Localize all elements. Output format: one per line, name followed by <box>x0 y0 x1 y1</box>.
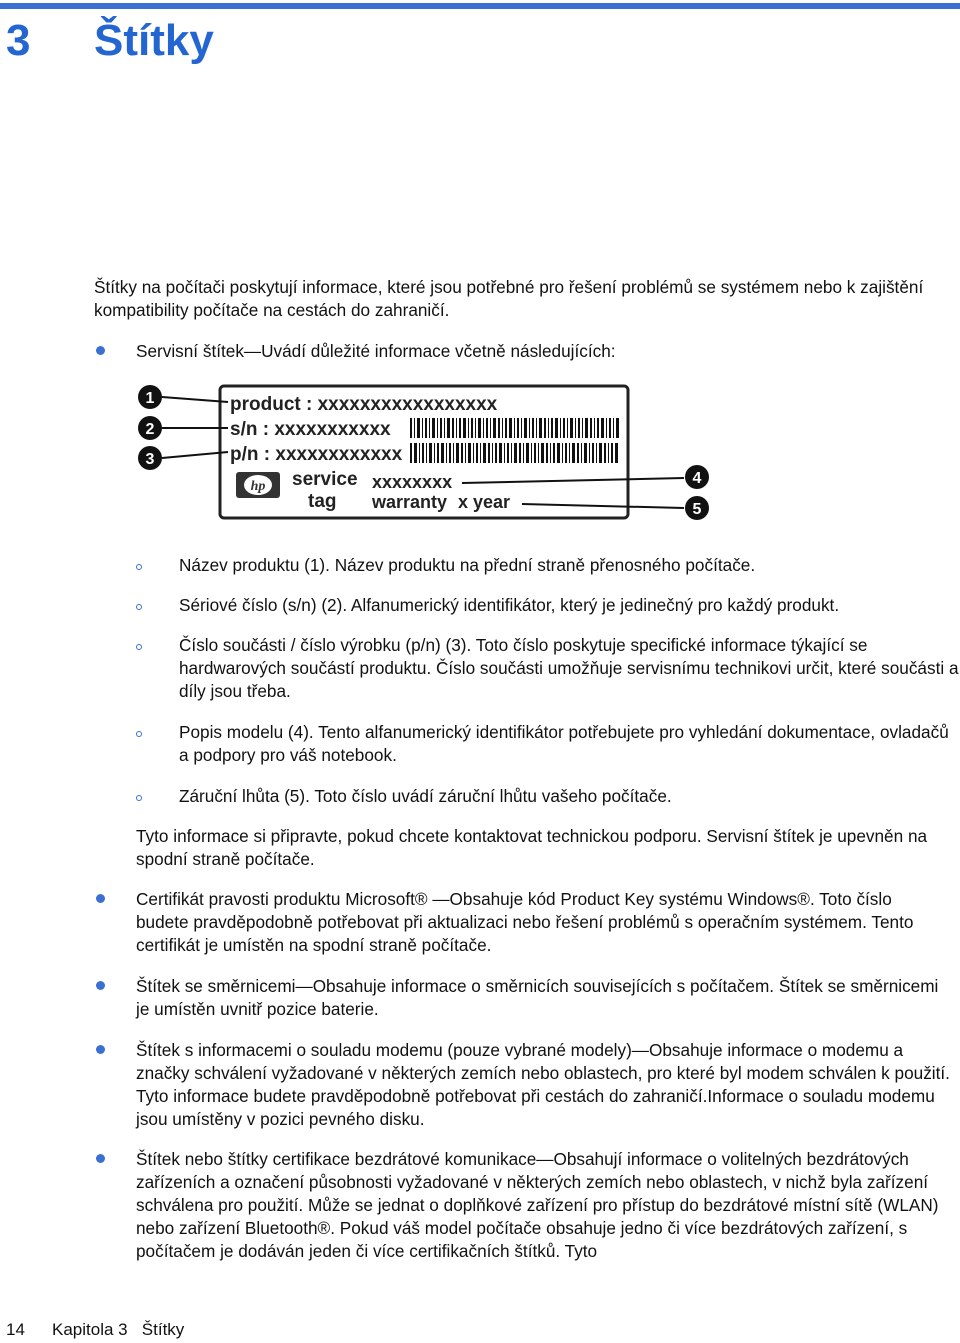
svg-text:5: 5 <box>692 501 702 518</box>
footer-chapter: Kapitola 3 Štítky <box>52 1320 185 1339</box>
bullet-dot <box>96 1045 105 1054</box>
intro-paragraph: Štítky na počítači poskytují informace, které jsou potřebné pro řešení problémů se systémem nebo k zajištění kompatibility počítače na cestách do zahraničí. <box>94 277 924 320</box>
chapter-title: Štítky <box>94 16 214 65</box>
label-sn-line: s/n : xxxxxxxxxxx <box>230 419 391 440</box>
bullet-coa: Certifikát pravosti produktu Microsoft® —Obsahuje kód Product Key systému Windows®. Toto číslo budete pravděpodobně potřebovat při aktualizaci nebo řešení problémů s operačním systémem. Tento certifikát je umístěn na spodní straně počítače. <box>136 889 914 955</box>
bullet-dot <box>96 1154 105 1163</box>
bullet-dot <box>96 346 105 355</box>
bullet-regulatory: Štítek se směrnicemi—Obsahuje informace o směrnicích souvisejících s počítačem. Štítek se směrnicemi je umístěn uvnitř pozice baterie. <box>136 976 939 1019</box>
chapter-number: 3 <box>6 16 31 65</box>
svg-text:2: 2 <box>145 421 155 438</box>
label-product-line: product : xxxxxxxxxxxxxxxxx <box>230 394 498 415</box>
barcode-sn <box>410 418 619 438</box>
barcode-pn <box>410 443 618 463</box>
bullet-dot <box>96 981 105 990</box>
bullet-wireless: Štítek nebo štítky certifikace bezdrátové komunikace—Obsahují informace o volitelných bezdrátových zařízeních a označení působnosti vyžadované v některých zemích nebo oblastech, v nichž byla zařízení schválena pro použití. Může se jednat o doplňkové zařízení pro přístup do bezdrátové místní sítě (WLAN) nebo zařízení Bluetooth®. Pokud váš model počítače obsahuje jedno či více bezdrátových zařízení, s počítačem je dodáván jeden či více certifikačních štítků. Tyto <box>136 1149 939 1261</box>
sub-bullet <box>136 644 142 650</box>
sub-bullet <box>136 731 142 737</box>
top-rule <box>0 3 960 9</box>
label-warranty: warranty <box>372 492 448 512</box>
label-service: service <box>292 469 358 490</box>
callout-2 <box>138 416 228 440</box>
callout-1 <box>138 385 228 409</box>
item-warranty: Záruční lhůta (5). Toto číslo uvádí záruční lhůtu vašeho počítače. <box>179 786 672 806</box>
label-pn-line: p/n : xxxxxxxxxxxx <box>230 444 403 465</box>
label-model: xxxxxxxx <box>372 472 453 492</box>
item-model-description: Popis modelu (4). Tento alfanumerický identifikátor potřebujete pro vyhledání dokumentace, ovladačů a podpory pro váš notebook. <box>179 722 949 765</box>
sub-bullet <box>136 795 142 801</box>
sub-bullet <box>136 564 142 570</box>
footer-page-number: 14 <box>6 1320 25 1339</box>
hp-logo <box>236 472 280 498</box>
svg-text:3: 3 <box>145 451 155 468</box>
bullet-modem: Štítek s informacemi o souladu modemu (pouze vybrané modely)—Obsahuje informace o modemu a značky schválení vyžadované v některých zemích nebo oblastech, pro které byl modem schválen k použití. Tyto informace budete pravděpodobně potřebovat při cestách do zahraničí.Informace o souladu modemu jsou umístěny v pozici pevného disku. <box>136 1040 950 1129</box>
item-part-number: Číslo součásti / číslo výrobku (p/n) (3). Toto číslo poskytuje specifické informace týkající se hardwarových součástí produktu. Číslo součásti umožňuje servisnímu technikovi určit, které součásti a díly jsou třeba. <box>179 635 959 701</box>
service-tag-heading: Servisní štítek—Uvádí důležité informace včetně následujících: <box>136 341 616 361</box>
svg-text:4: 4 <box>692 470 702 487</box>
svg-text:1: 1 <box>145 390 155 407</box>
bullet-dot <box>96 894 105 903</box>
service-tag-figure <box>132 380 722 525</box>
item-product-name: Název produktu (1). Název produktu na přední straně přenosného počítače. <box>179 555 756 575</box>
item-serial-number: Sériové číslo (s/n) (2). Alfanumerický identifikátor, který je jedinečný pro každý produkt. <box>179 595 840 615</box>
label-tag: tag <box>308 491 337 512</box>
label-year: x year <box>458 492 511 512</box>
callout-3 <box>138 446 228 470</box>
sub-bullet <box>136 604 142 610</box>
service-tag-note: Tyto informace si připravte, pokud chcete kontaktovat technickou podporu. Servisní štítek je upevněn na spodní straně počítače. <box>136 826 928 869</box>
svg-text:hp: hp <box>250 479 266 494</box>
